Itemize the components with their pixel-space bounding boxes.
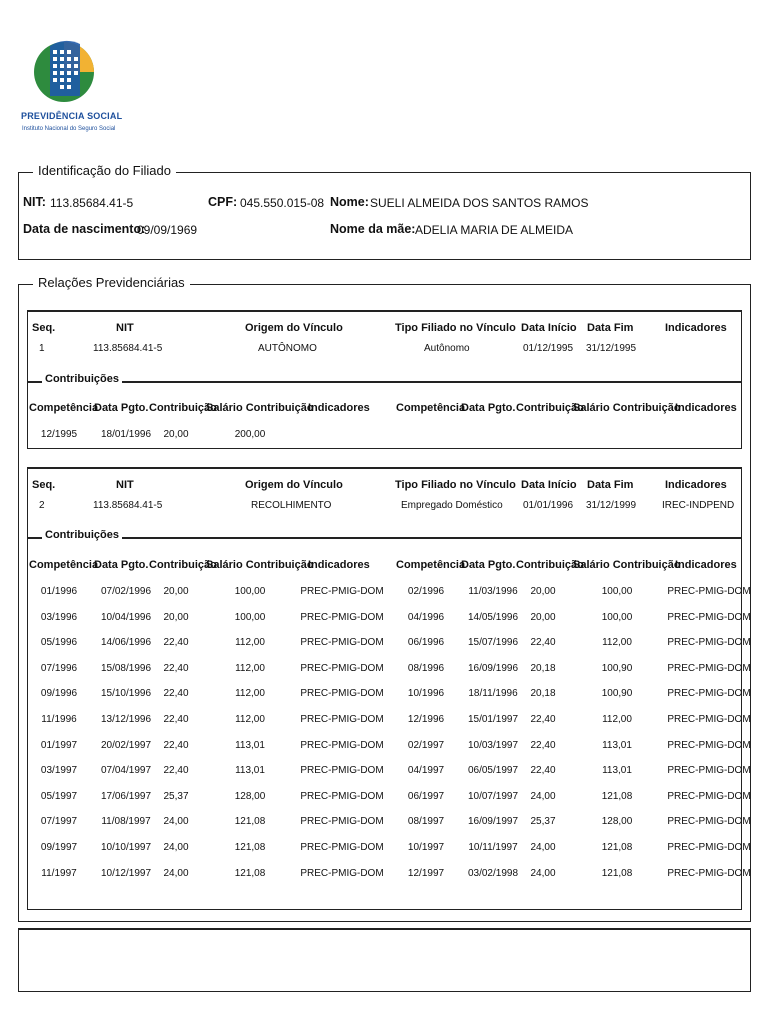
contrib-competencia-cell: 04/1996	[407, 611, 445, 623]
contrib-data-pgto-cell: 10/11/1997	[468, 842, 518, 853]
contrib-salario-cell: 121,08	[234, 867, 266, 879]
contrib-data-pgto-cell: 18/01/1996	[100, 429, 152, 440]
contrib-data-pgto-cell: 10/10/1997	[100, 842, 152, 853]
contrib-contribuicao-cell: 20,00	[530, 611, 556, 623]
contribuicao-header: Contribuição	[149, 559, 217, 571]
relacao-tipo: Autônomo	[424, 343, 470, 354]
contrib-contribuicao-cell: 20,18	[530, 662, 556, 674]
contrib-salario-cell: 100,00	[234, 611, 266, 623]
data-pgto-header: Data Pgto.	[461, 559, 516, 571]
contrib-contribuicao-cell: 22,40	[163, 637, 189, 649]
contrib-salario-cell: 112,00	[235, 662, 265, 674]
contrib-contribuicao-cell: 24,00	[530, 867, 556, 879]
contribuicao-header: Contribuição	[516, 559, 584, 571]
contrib-data-pgto-cell: 11/08/1997	[101, 816, 151, 828]
contrib-indicadores-cell: PREC-PMIG-DOM	[667, 637, 751, 649]
contrib-indicadores-cell: PREC-PMIG-DOM	[667, 816, 751, 828]
contrib-indicadores-cell: PREC-PMIG-DOM	[300, 816, 384, 828]
contrib-salario-cell: 113,01	[235, 765, 265, 777]
relacao-nit: 113.85684.41-5	[93, 343, 163, 354]
relacao-block-2	[27, 467, 751, 910]
contrib-salario-cell: 113,01	[235, 739, 265, 751]
seq-header: Seq.	[32, 322, 56, 334]
nascimento-value: 09/09/1969	[137, 223, 198, 237]
contrib-contribuicao-cell: 22,40	[530, 714, 556, 725]
contrib-data-pgto-cell: 10/12/1997	[100, 867, 152, 879]
competencia-header: Competência	[396, 559, 466, 571]
contrib-contribuicao-cell: 24,00	[163, 867, 189, 879]
contrib-indicadores-cell: PREC-PMIG-DOM	[300, 842, 384, 853]
cpf-label: CPF:	[208, 195, 238, 209]
contrib-data-pgto-cell: 10/04/1996	[100, 611, 152, 623]
contrib-indicadores-cell: PREC-PMIG-DOM	[667, 611, 751, 623]
contrib-data-pgto-cell: 15/01/1997	[467, 714, 519, 725]
contrib-indicadores-cell: PREC-PMIG-DOM	[300, 739, 384, 751]
contrib-data-pgto-cell: 18/11/1996	[468, 688, 518, 700]
contrib-competencia-cell: 01/1996	[40, 586, 78, 597]
competencia-header: Competência	[396, 402, 466, 414]
contrib-indicadores-cell: PREC-PMIG-DOM	[667, 867, 751, 879]
contrib-competencia-cell: 02/1996	[407, 586, 445, 597]
relacao-block-1	[27, 310, 742, 449]
mae-label: Nome da mãe:	[330, 222, 416, 236]
contrib-competencia-cell: 01/1997	[40, 739, 78, 751]
contrib-indicadores-cell: PREC-PMIG-DOM	[667, 714, 751, 725]
contrib-data-pgto-cell: 06/05/1997	[467, 765, 519, 777]
competencia-header: Competência	[29, 402, 99, 414]
salario-header: Salário Contribuição	[573, 402, 681, 414]
contrib-competencia-cell: 07/1996	[40, 662, 78, 674]
contrib-salario-cell: 100,00	[601, 586, 633, 597]
relacao-nit: 113.85684.41-5	[93, 500, 163, 511]
contrib-data-pgto-cell: 14/06/1996	[100, 637, 152, 649]
contrib-salario-cell: 100,00	[601, 611, 633, 623]
contrib-contribuicao-cell: 24,00	[163, 816, 189, 828]
indicadores-header: Indicadores	[675, 402, 737, 414]
contrib-contribuicao-cell: 22,40	[163, 714, 189, 725]
contrib-salario-cell: 121,08	[601, 790, 633, 802]
contrib-data-pgto-cell: 20/02/1997	[100, 739, 152, 751]
contrib-contribuicao-cell: 22,40	[530, 637, 556, 649]
relacao-indicadores: IREC-INDPEND	[662, 500, 735, 511]
nit-header: NIT	[116, 479, 134, 491]
contrib-competencia-cell: 04/1997	[407, 765, 445, 777]
contrib-competencia-cell: 11/1997	[41, 867, 77, 879]
contrib-indicadores-cell: PREC-PMIG-DOM	[300, 765, 384, 777]
contrib-indicadores-cell: PREC-PMIG-DOM	[300, 662, 384, 674]
contrib-salario-cell: 200,00	[234, 429, 266, 440]
contrib-salario-cell: 113,01	[602, 739, 632, 751]
contrib-competencia-cell: 09/1997	[40, 842, 78, 853]
data-pgto-header: Data Pgto.	[94, 559, 149, 571]
contrib-indicadores-cell: PREC-PMIG-DOM	[667, 790, 751, 802]
contrib-indicadores-cell: PREC-PMIG-DOM	[667, 765, 751, 777]
contrib-competencia-cell: 10/1996	[407, 688, 445, 700]
identificacao-legend: Identificação do Filiado	[33, 163, 176, 178]
contribuicoes-divider	[28, 381, 741, 383]
contrib-competencia-cell: 12/1997	[407, 867, 445, 879]
mae-value: ADELIA MARIA DE ALMEIDA	[415, 223, 574, 237]
contrib-data-pgto-cell: 11/03/1996	[468, 586, 518, 597]
contrib-competencia-cell: 05/1997	[40, 790, 78, 802]
fim-header: Data Fim	[587, 479, 634, 491]
logo-title: PREVIDÊNCIA SOCIAL	[21, 111, 123, 121]
origem-header: Origem do Vínculo	[245, 479, 343, 491]
tipo-header: Tipo Filiado no Vínculo	[395, 322, 516, 334]
contrib-indicadores-cell: PREC-PMIG-DOM	[667, 662, 751, 674]
contrib-competencia-cell: 10/1997	[407, 842, 445, 853]
footer-box	[18, 928, 751, 992]
logo-emblem-icon	[20, 36, 110, 110]
contrib-contribuicao-cell: 25,37	[163, 790, 189, 802]
salario-header: Salário Contribuição	[206, 559, 314, 571]
nome-value: SUELI ALMEIDA DOS SANTOS RAMOS	[370, 196, 589, 210]
contrib-salario-cell: 100,90	[601, 662, 633, 674]
contrib-competencia-cell: 07/1997	[40, 816, 78, 828]
relacao-inicio: 01/01/1996	[523, 500, 574, 511]
contrib-indicadores-cell: PREC-PMIG-DOM	[300, 790, 384, 802]
contrib-salario-cell: 121,08	[234, 816, 266, 828]
contrib-indicadores-cell: PREC-PMIG-DOM	[300, 611, 384, 623]
contrib-data-pgto-cell: 14/05/1996	[467, 611, 519, 623]
relacao-tipo: Empregado Doméstico	[401, 500, 503, 511]
contrib-salario-cell: 112,00	[235, 688, 265, 700]
salario-header: Salário Contribuição	[573, 559, 681, 571]
fim-header: Data Fim	[587, 322, 634, 334]
contrib-data-pgto-cell: 03/02/1998	[467, 867, 519, 879]
contrib-data-pgto-cell: 17/06/1997	[100, 790, 152, 802]
data-pgto-header: Data Pgto.	[94, 402, 149, 414]
logo-subtitle: Instituto Nacional do Seguro Social	[22, 126, 116, 132]
relacao-fim: 31/12/1995	[586, 343, 637, 354]
nome-label: Nome:	[330, 195, 369, 209]
contrib-indicadores-cell: PREC-PMIG-DOM	[300, 586, 384, 597]
contrib-contribuicao-cell: 22,40	[530, 765, 556, 777]
inicio-header: Data Início	[521, 322, 577, 334]
contribuicoes-legend: Contribuições	[42, 529, 122, 541]
contrib-contribuicao-cell: 22,40	[163, 739, 189, 751]
contrib-salario-cell: 121,08	[601, 842, 633, 853]
contrib-competencia-cell: 08/1997	[407, 816, 445, 828]
contribuicoes-legend: Contribuições	[42, 373, 122, 385]
contrib-contribuicao-cell: 22,40	[530, 739, 556, 751]
contrib-indicadores-cell: PREC-PMIG-DOM	[667, 688, 751, 700]
contrib-indicadores-cell: PREC-PMIG-DOM	[667, 586, 751, 597]
contrib-contribuicao-cell: 20,18	[530, 688, 556, 700]
contrib-contribuicao-cell: 22,40	[163, 688, 189, 700]
contrib-salario-cell: 100,00	[234, 586, 266, 597]
inicio-header: Data Início	[521, 479, 577, 491]
contrib-competencia-cell: 03/1997	[40, 765, 78, 777]
contrib-contribuicao-cell: 20,00	[163, 429, 189, 440]
contrib-salario-cell: 121,08	[601, 867, 633, 879]
nit-header: NIT	[116, 322, 134, 334]
contrib-salario-cell: 100,90	[601, 688, 633, 700]
contrib-contribuicao-cell: 25,37	[530, 816, 556, 828]
contribuicao-header: Contribuição	[149, 402, 217, 414]
identificacao-section	[18, 163, 751, 260]
contrib-contribuicao-cell: 24,00	[530, 790, 556, 802]
contrib-contribuicao-cell: 22,40	[163, 765, 189, 777]
cpf-value: 045.550.015-08	[240, 196, 325, 210]
contrib-competencia-cell: 03/1996	[40, 611, 78, 623]
indicadores-header: Indicadores	[308, 402, 370, 414]
contrib-contribuicao-cell: 22,40	[163, 662, 189, 674]
relacao-origem: AUTÔNOMO	[258, 343, 317, 354]
indicadores-header: Indicadores	[308, 559, 370, 571]
contrib-salario-cell: 128,00	[234, 790, 266, 802]
nit-label: NIT:	[23, 195, 46, 209]
contrib-contribuicao-cell: 20,00	[163, 611, 189, 623]
contrib-indicadores-cell: PREC-PMIG-DOM	[300, 688, 384, 700]
salario-header: Salário Contribuição	[206, 402, 314, 414]
nit-value: 113.85684.41-5	[50, 196, 134, 210]
relacao-seq: 2	[39, 500, 45, 511]
contrib-salario-cell: 112,00	[235, 637, 265, 649]
competencia-header: Competência	[29, 559, 99, 571]
contrib-data-pgto-cell: 07/02/1996	[100, 586, 152, 597]
relacao-seq: 1	[39, 343, 45, 354]
contrib-contribuicao-cell: 24,00	[163, 842, 189, 853]
contribuicao-header: Contribuição	[516, 402, 584, 414]
contrib-salario-cell: 113,01	[602, 765, 632, 777]
contrib-contribuicao-cell: 24,00	[530, 842, 556, 853]
seq-header: Seq.	[32, 479, 56, 491]
indicadores-header: Indicadores	[665, 322, 727, 334]
contrib-indicadores-cell: PREC-PMIG-DOM	[667, 842, 751, 853]
contrib-salario-cell: 112,00	[602, 714, 632, 725]
contrib-competencia-cell: 05/1996	[40, 637, 78, 649]
contrib-data-pgto-cell: 13/12/1996	[100, 714, 152, 725]
contrib-contribuicao-cell: 20,00	[530, 586, 556, 597]
relacao-origem: RECOLHIMENTO	[251, 500, 332, 511]
contrib-data-pgto-cell: 15/08/1996	[100, 662, 152, 674]
contrib-competencia-cell: 02/1997	[407, 739, 445, 751]
contrib-competencia-cell: 09/1996	[40, 688, 78, 700]
relacoes-legend: Relações Previdenciárias	[33, 275, 190, 290]
contrib-competencia-cell: 06/1996	[407, 637, 445, 649]
contrib-data-pgto-cell: 15/07/1996	[467, 637, 519, 649]
contrib-salario-cell: 128,00	[601, 816, 633, 828]
contrib-indicadores-cell: PREC-PMIG-DOM	[667, 739, 751, 751]
tipo-header: Tipo Filiado no Vínculo	[395, 479, 516, 491]
contrib-salario-cell: 121,08	[234, 842, 266, 853]
contrib-data-pgto-cell: 10/03/1997	[467, 739, 519, 751]
contrib-competencia-cell: 11/1996	[41, 714, 77, 725]
contrib-competencia-cell: 06/1997	[407, 790, 445, 802]
data-pgto-header: Data Pgto.	[461, 402, 516, 414]
relacao-inicio: 01/12/1995	[523, 343, 574, 354]
contrib-contribuicao-cell: 20,00	[163, 586, 189, 597]
contrib-data-pgto-cell: 07/04/1997	[100, 765, 152, 777]
contrib-data-pgto-cell: 15/10/1996	[100, 688, 152, 700]
contrib-competencia-cell: 08/1996	[407, 662, 445, 674]
contrib-data-pgto-cell: 16/09/1997	[467, 816, 519, 828]
contrib-competencia-cell: 12/1995	[40, 429, 78, 440]
relacoes-section	[18, 275, 751, 922]
contrib-salario-cell: 112,00	[602, 637, 632, 649]
contrib-indicadores-cell: PREC-PMIG-DOM	[300, 637, 384, 649]
indicadores-header: Indicadores	[665, 479, 727, 491]
nascimento-label: Data de nascimento:	[23, 222, 146, 236]
contrib-data-pgto-cell: 16/09/1996	[467, 662, 519, 674]
contribuicoes-divider	[28, 537, 741, 539]
contrib-indicadores-cell: PREC-PMIG-DOM	[300, 714, 384, 725]
contrib-salario-cell: 112,00	[235, 714, 265, 725]
previdencia-logo	[20, 36, 110, 140]
contrib-indicadores-cell: PREC-PMIG-DOM	[300, 867, 384, 879]
indicadores-header: Indicadores	[675, 559, 737, 571]
relacao-fim: 31/12/1999	[586, 500, 637, 511]
contrib-competencia-cell: 12/1996	[407, 714, 445, 725]
contrib-data-pgto-cell: 10/07/1997	[467, 790, 519, 802]
origem-header: Origem do Vínculo	[245, 322, 343, 334]
